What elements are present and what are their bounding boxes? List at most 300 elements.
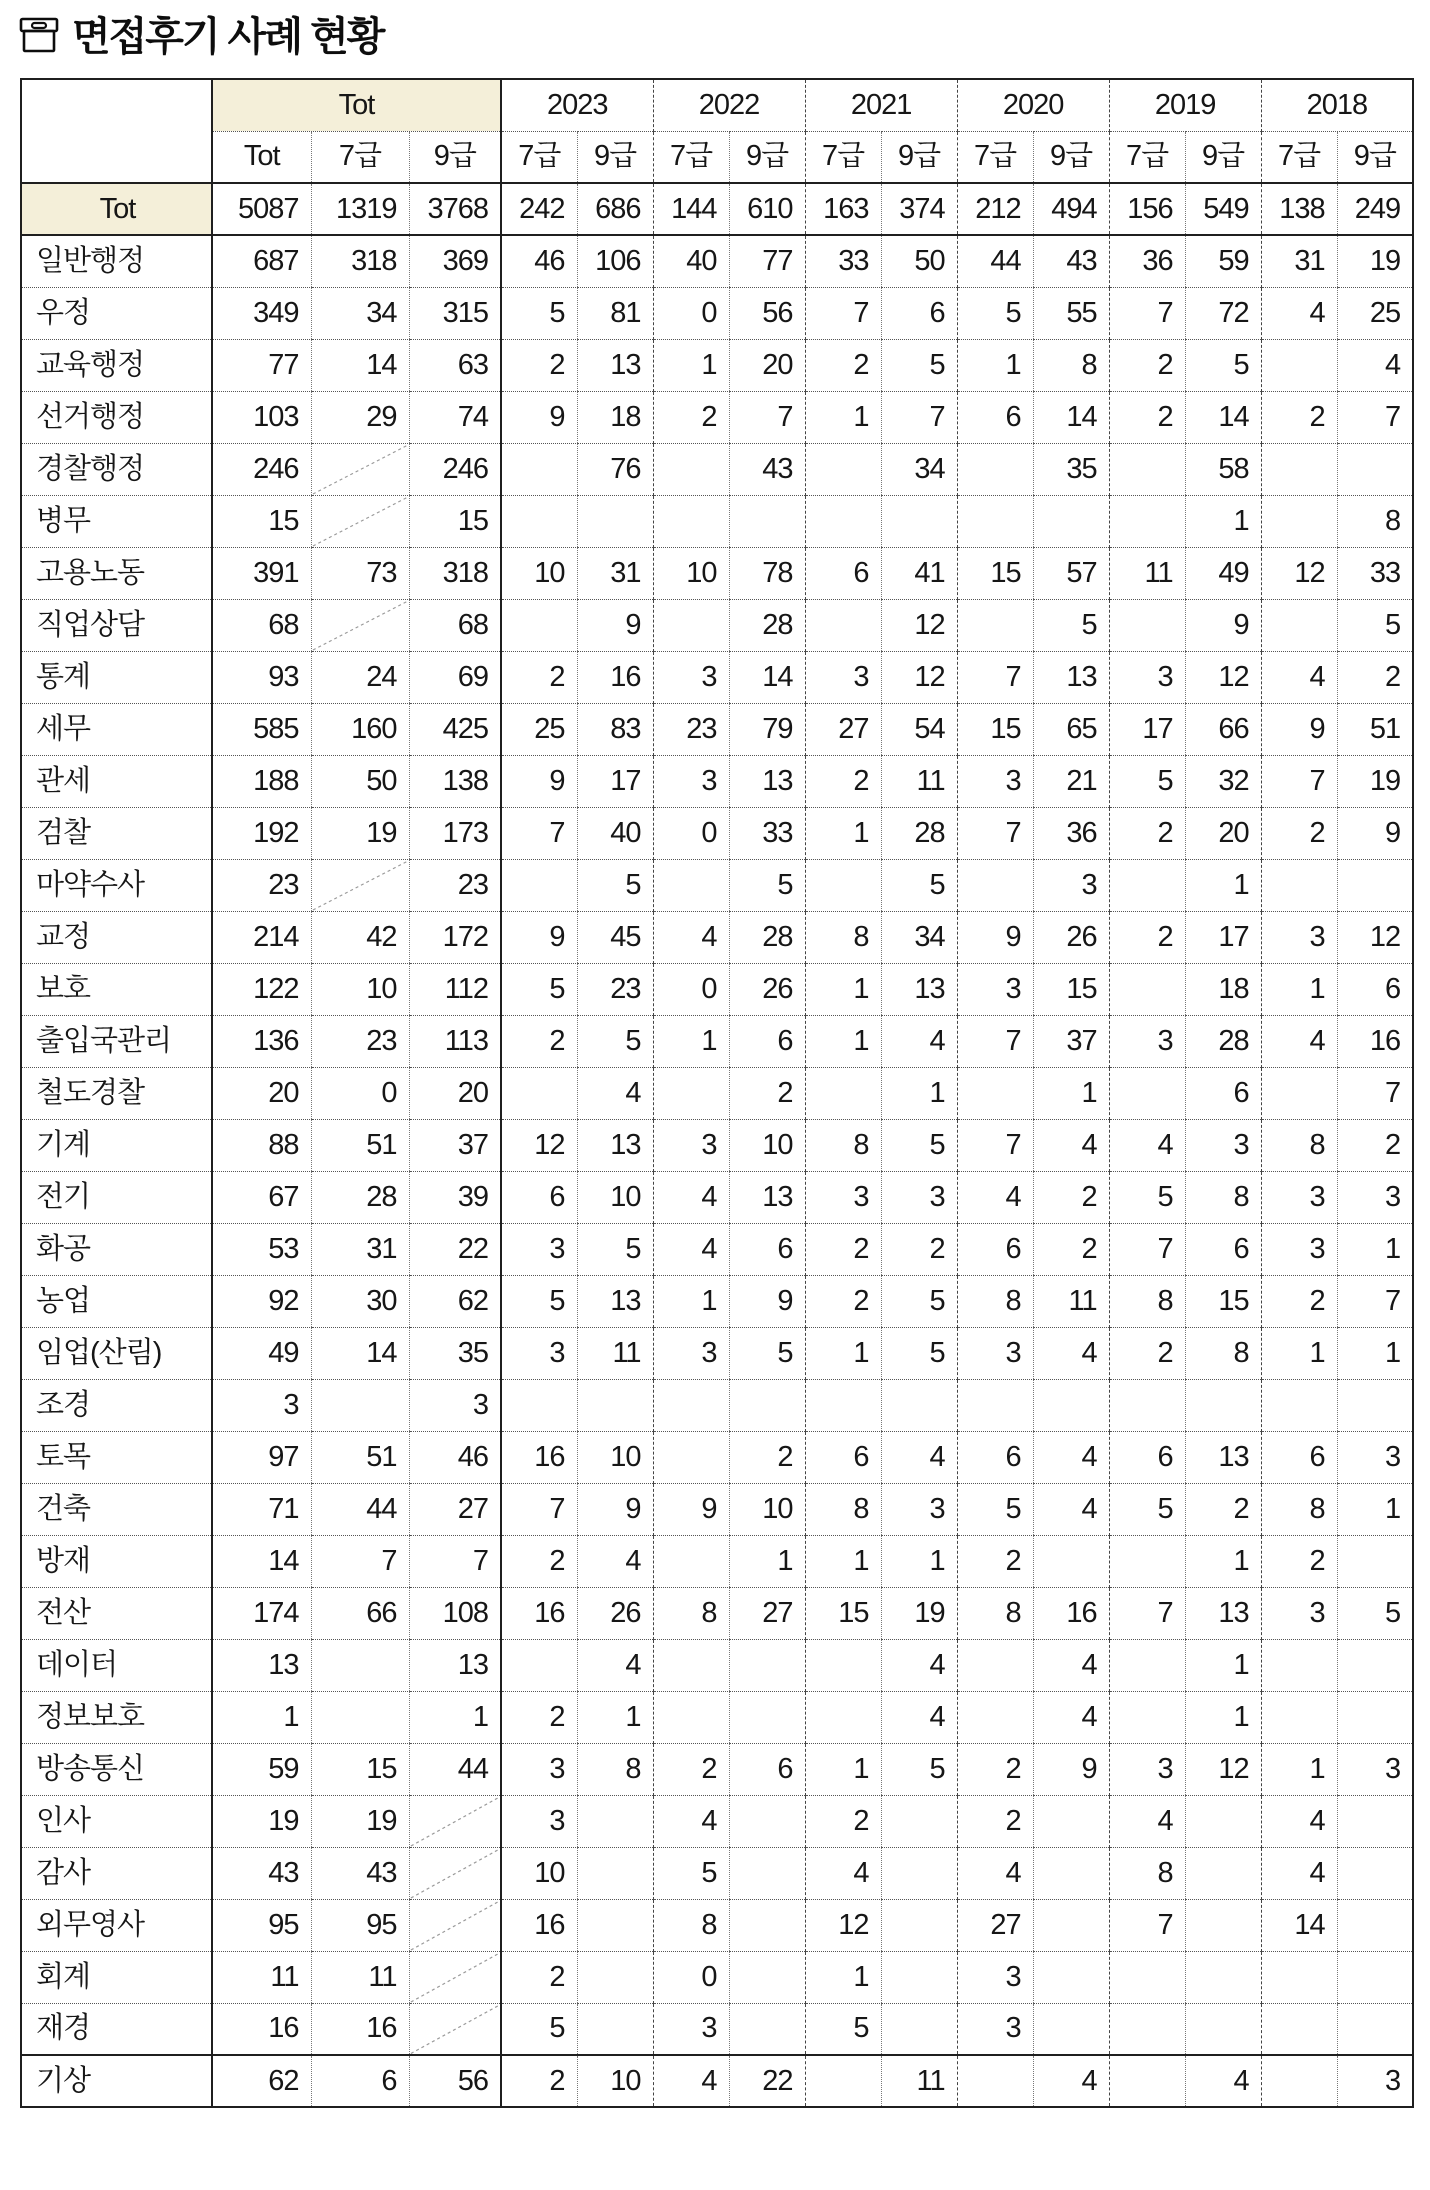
cell-value: 1 xyxy=(653,339,729,391)
cell-value: 1 xyxy=(1337,1327,1413,1379)
cell-value: 1 xyxy=(805,1951,881,2003)
cell-value: 2 xyxy=(653,1743,729,1795)
table-row xyxy=(21,2003,1413,2055)
cell-value: 4 xyxy=(1033,1483,1109,1535)
header-subcol: 7급 xyxy=(311,131,409,183)
cell-value: 43 xyxy=(729,443,805,495)
cell-value xyxy=(311,1639,409,1691)
cell-value: 425 xyxy=(409,703,501,755)
cell-value: 9 xyxy=(1261,703,1337,755)
cell-value: 20 xyxy=(1185,807,1261,859)
cell-value: 22 xyxy=(409,1223,501,1275)
row-label: 화공 xyxy=(21,1223,212,1275)
cell-value: 6 xyxy=(805,547,881,599)
cell-value: 12 xyxy=(501,1119,577,1171)
cell-value: 122 xyxy=(212,963,311,1015)
cell-value: 5 xyxy=(729,859,805,911)
row-label: Tot xyxy=(21,183,212,235)
cell-value: 16 xyxy=(501,1899,577,1951)
row-label: 재경 xyxy=(21,2003,212,2055)
row-label: 외무영사 xyxy=(21,1899,212,1951)
cell-value: 8 xyxy=(1109,1275,1185,1327)
cell-value xyxy=(729,1847,805,1899)
cell-value xyxy=(881,1847,957,1899)
row-label: 전기 xyxy=(21,1171,212,1223)
cell-value: 68 xyxy=(212,599,311,651)
cell-value xyxy=(1261,443,1337,495)
row-label: 조경 xyxy=(21,1379,212,1431)
cell-value: 74 xyxy=(409,391,501,443)
cell-value: 2 xyxy=(729,1431,805,1483)
cell-value: 1 xyxy=(805,1743,881,1795)
table-row xyxy=(21,287,1413,339)
row-label: 관세 xyxy=(21,755,212,807)
cell-value xyxy=(1033,1847,1109,1899)
cell-value: 5 xyxy=(881,859,957,911)
slash-mark xyxy=(409,2003,501,2055)
cell-value: 78 xyxy=(729,547,805,599)
cell-value: 391 xyxy=(212,547,311,599)
cell-value: 83 xyxy=(577,703,653,755)
cell-value xyxy=(653,1535,729,1587)
cell-value: 54 xyxy=(881,703,957,755)
cell-value: 28 xyxy=(1185,1015,1261,1067)
cell-value: 1 xyxy=(1261,1327,1337,1379)
table-row xyxy=(21,1639,1413,1691)
cell-value: 3 xyxy=(501,1743,577,1795)
table-row xyxy=(21,1899,1413,1951)
cell-value xyxy=(1185,1847,1261,1899)
cell-value: 5 xyxy=(1109,755,1185,807)
cell-value: 15 xyxy=(409,495,501,547)
interview-review-table xyxy=(20,78,1414,2108)
cell-value: 3 xyxy=(501,1795,577,1847)
cell-value: 10 xyxy=(653,547,729,599)
cell-value: 9 xyxy=(1185,599,1261,651)
cell-value: 40 xyxy=(577,807,653,859)
cell-value: 2 xyxy=(805,755,881,807)
cell-value xyxy=(1033,1951,1109,2003)
cell-value: 1 xyxy=(1185,1691,1261,1743)
cell-value: 5 xyxy=(957,287,1033,339)
cell-value: 1 xyxy=(881,1067,957,1119)
cell-value: 58 xyxy=(1185,443,1261,495)
cell-value: 46 xyxy=(501,235,577,287)
cell-value: 7 xyxy=(957,1119,1033,1171)
cell-value: 8 xyxy=(957,1587,1033,1639)
cell-value: 374 xyxy=(881,183,957,235)
cell-value xyxy=(653,1379,729,1431)
cell-value: 9 xyxy=(501,391,577,443)
cell-value: 77 xyxy=(729,235,805,287)
cell-value xyxy=(501,859,577,911)
cell-value xyxy=(957,1379,1033,1431)
cell-value xyxy=(1033,1899,1109,1951)
cell-value: 12 xyxy=(1337,911,1413,963)
table-row xyxy=(21,1587,1413,1639)
cell-value: 4 xyxy=(653,1795,729,1847)
cell-value: 138 xyxy=(1261,183,1337,235)
cell-value: 18 xyxy=(1185,963,1261,1015)
cell-value: 106 xyxy=(577,235,653,287)
cell-value: 1 xyxy=(653,1015,729,1067)
cell-value: 15 xyxy=(1185,1275,1261,1327)
cell-value: 40 xyxy=(653,235,729,287)
cell-value: 42 xyxy=(311,911,409,963)
cell-value xyxy=(1337,2003,1413,2055)
cell-value: 1 xyxy=(805,1015,881,1067)
cell-value: 26 xyxy=(729,963,805,1015)
cell-value xyxy=(881,1899,957,1951)
cell-value xyxy=(1261,1951,1337,2003)
cell-value: 7 xyxy=(1337,391,1413,443)
cell-value: 7 xyxy=(1261,755,1337,807)
cell-value: 2 xyxy=(957,1795,1033,1847)
cell-value: 5 xyxy=(881,1119,957,1171)
cell-value: 11 xyxy=(881,2055,957,2107)
cell-value: 3 xyxy=(881,1171,957,1223)
cell-value xyxy=(577,1951,653,2003)
cell-value: 5 xyxy=(501,963,577,1015)
table-row xyxy=(21,1015,1413,1067)
cell-value: 2 xyxy=(1261,807,1337,859)
cell-value: 172 xyxy=(409,911,501,963)
cell-value: 44 xyxy=(311,1483,409,1535)
table-row xyxy=(21,651,1413,703)
cell-value: 3 xyxy=(805,651,881,703)
cell-value: 25 xyxy=(1337,287,1413,339)
cell-value: 5 xyxy=(577,859,653,911)
header-corner-cell xyxy=(21,79,212,183)
cell-value xyxy=(805,1067,881,1119)
cell-value: 6 xyxy=(501,1171,577,1223)
cell-value: 35 xyxy=(1033,443,1109,495)
cell-value xyxy=(881,1379,957,1431)
header-group-row xyxy=(21,79,1413,131)
cell-value: 19 xyxy=(881,1587,957,1639)
cell-value xyxy=(1109,599,1185,651)
cell-value xyxy=(1185,1795,1261,1847)
cell-value: 8 xyxy=(653,1587,729,1639)
cell-value xyxy=(1033,1795,1109,1847)
cell-value: 8 xyxy=(1109,1847,1185,1899)
cell-value: 7 xyxy=(501,1483,577,1535)
cell-value: 10 xyxy=(577,1171,653,1223)
cell-value: 6 xyxy=(1337,963,1413,1015)
cell-value: 5 xyxy=(805,2003,881,2055)
cell-value: 4 xyxy=(1337,339,1413,391)
cell-value xyxy=(729,495,805,547)
cell-value: 4 xyxy=(1261,1015,1337,1067)
cell-value: 69 xyxy=(409,651,501,703)
cell-value: 4 xyxy=(805,1847,881,1899)
cell-value xyxy=(1261,1691,1337,1743)
cell-value: 6 xyxy=(1109,1431,1185,1483)
table-row xyxy=(21,2055,1413,2107)
cell-value: 3 xyxy=(1185,1119,1261,1171)
cell-value: 11 xyxy=(311,1951,409,2003)
cell-value: 15 xyxy=(957,547,1033,599)
cell-value: 66 xyxy=(1185,703,1261,755)
cell-value xyxy=(1261,495,1337,547)
cell-value xyxy=(501,1379,577,1431)
cell-value: 16 xyxy=(212,2003,311,2055)
cell-value: 7 xyxy=(957,807,1033,859)
cell-value: 3 xyxy=(1261,1171,1337,1223)
cell-value: 81 xyxy=(577,287,653,339)
cell-value: 27 xyxy=(805,703,881,755)
cell-value: 5 xyxy=(1185,339,1261,391)
table-row xyxy=(21,1483,1413,1535)
table-row xyxy=(21,1379,1413,1431)
row-label: 보호 xyxy=(21,963,212,1015)
cell-value: 2 xyxy=(881,1223,957,1275)
row-label: 철도경찰 xyxy=(21,1067,212,1119)
cell-value: 2 xyxy=(1109,339,1185,391)
cell-value: 160 xyxy=(311,703,409,755)
cell-value: 88 xyxy=(212,1119,311,1171)
cell-value xyxy=(881,2003,957,2055)
cell-value: 95 xyxy=(311,1899,409,1951)
cell-value: 51 xyxy=(311,1119,409,1171)
cell-value: 23 xyxy=(577,963,653,1015)
cell-value: 5 xyxy=(1109,1171,1185,1223)
header-year-group: 2022 xyxy=(653,79,805,131)
cell-value: 15 xyxy=(1033,963,1109,1015)
cell-value: 11 xyxy=(1109,547,1185,599)
cell-value: 26 xyxy=(577,1587,653,1639)
cell-value: 12 xyxy=(805,1899,881,1951)
cell-value: 5 xyxy=(501,287,577,339)
cell-value: 6 xyxy=(805,1431,881,1483)
cell-value xyxy=(1261,1379,1337,1431)
cell-value xyxy=(1033,495,1109,547)
table-row xyxy=(21,339,1413,391)
cell-value: 19 xyxy=(1337,235,1413,287)
cell-value xyxy=(1337,1795,1413,1847)
cell-value: 14 xyxy=(311,1327,409,1379)
row-label: 마약수사 xyxy=(21,859,212,911)
cell-value: 4 xyxy=(1109,1119,1185,1171)
cell-value: 1 xyxy=(577,1691,653,1743)
cell-value: 20 xyxy=(212,1067,311,1119)
cell-value: 5 xyxy=(501,2003,577,2055)
cell-value: 4 xyxy=(1033,2055,1109,2107)
cell-value: 3 xyxy=(653,1119,729,1171)
cell-value: 4 xyxy=(881,1431,957,1483)
cell-value: 34 xyxy=(311,287,409,339)
table-row xyxy=(21,755,1413,807)
cell-value: 17 xyxy=(577,755,653,807)
table-row xyxy=(21,547,1413,599)
cell-value xyxy=(729,1691,805,1743)
cell-value: 11 xyxy=(577,1327,653,1379)
cell-value: 5 xyxy=(957,1483,1033,1535)
archive-box-icon xyxy=(18,12,60,61)
cell-value: 16 xyxy=(501,1431,577,1483)
cell-value: 5 xyxy=(1337,599,1413,651)
cell-value: 4 xyxy=(1033,1119,1109,1171)
cell-value: 13 xyxy=(1185,1431,1261,1483)
cell-value xyxy=(1109,1639,1185,1691)
cell-value: 13 xyxy=(729,755,805,807)
cell-value: 4 xyxy=(653,1171,729,1223)
cell-value xyxy=(653,1431,729,1483)
row-label: 출입국관리 xyxy=(21,1015,212,1067)
cell-value xyxy=(1261,2003,1337,2055)
cell-value: 3 xyxy=(212,1379,311,1431)
cell-value xyxy=(1109,2003,1185,2055)
cell-value: 12 xyxy=(881,651,957,703)
page-title: 면접후기 사례 현황 xyxy=(72,15,384,59)
cell-value: 56 xyxy=(409,2055,501,2107)
cell-value xyxy=(653,1639,729,1691)
cell-value: 2 xyxy=(501,1691,577,1743)
cell-value: 14 xyxy=(1185,391,1261,443)
cell-value: 3 xyxy=(1261,911,1337,963)
cell-value: 33 xyxy=(1337,547,1413,599)
cell-value: 28 xyxy=(729,911,805,963)
cell-value: 62 xyxy=(212,2055,311,2107)
cell-value: 72 xyxy=(1185,287,1261,339)
cell-value: 7 xyxy=(729,391,805,443)
cell-value xyxy=(1109,963,1185,1015)
cell-value: 37 xyxy=(1033,1015,1109,1067)
cell-value: 43 xyxy=(1033,235,1109,287)
cell-value: 3 xyxy=(409,1379,501,1431)
cell-value xyxy=(653,443,729,495)
cell-value xyxy=(577,1795,653,1847)
cell-value: 4 xyxy=(881,1691,957,1743)
row-label: 감사 xyxy=(21,1847,212,1899)
cell-value: 41 xyxy=(881,547,957,599)
table-row xyxy=(21,1119,1413,1171)
cell-value xyxy=(805,443,881,495)
table-row xyxy=(21,1171,1413,1223)
cell-value xyxy=(1337,859,1413,911)
cell-value: 8 xyxy=(805,1119,881,1171)
cell-value: 6 xyxy=(729,1743,805,1795)
cell-value: 56 xyxy=(729,287,805,339)
cell-value: 2 xyxy=(1033,1171,1109,1223)
cell-value: 12 xyxy=(881,599,957,651)
cell-value: 1 xyxy=(957,339,1033,391)
cell-value: 24 xyxy=(311,651,409,703)
header-year-group: 2021 xyxy=(805,79,957,131)
cell-value xyxy=(501,599,577,651)
cell-value: 17 xyxy=(1185,911,1261,963)
cell-value: 10 xyxy=(501,547,577,599)
cell-value: 3 xyxy=(881,1483,957,1535)
cell-value: 2 xyxy=(501,1015,577,1067)
cell-value xyxy=(1109,1067,1185,1119)
cell-value: 6 xyxy=(729,1223,805,1275)
row-label: 전산 xyxy=(21,1587,212,1639)
cell-value: 108 xyxy=(409,1587,501,1639)
cell-value xyxy=(653,599,729,651)
cell-value: 2 xyxy=(957,1743,1033,1795)
cell-value: 26 xyxy=(1033,911,1109,963)
cell-value xyxy=(1185,1951,1261,2003)
cell-value: 5 xyxy=(881,1327,957,1379)
cell-value: 0 xyxy=(311,1067,409,1119)
row-label: 기계 xyxy=(21,1119,212,1171)
row-label: 토목 xyxy=(21,1431,212,1483)
table-body xyxy=(21,183,1413,2107)
cell-value: 0 xyxy=(653,963,729,1015)
table-row xyxy=(21,1067,1413,1119)
row-label: 정보보호 xyxy=(21,1691,212,1743)
table-row xyxy=(21,443,1413,495)
cell-value: 5 xyxy=(1033,599,1109,651)
cell-value: 31 xyxy=(311,1223,409,1275)
cell-value: 192 xyxy=(212,807,311,859)
cell-value: 31 xyxy=(1261,235,1337,287)
cell-value: 4 xyxy=(1109,1795,1185,1847)
cell-value: 4 xyxy=(653,1223,729,1275)
cell-value: 9 xyxy=(577,599,653,651)
cell-value: 8 xyxy=(577,1743,653,1795)
cell-value xyxy=(1109,443,1185,495)
cell-value: 5 xyxy=(577,1223,653,1275)
cell-value: 0 xyxy=(653,1951,729,2003)
cell-value: 51 xyxy=(1337,703,1413,755)
cell-value: 33 xyxy=(729,807,805,859)
cell-value: 4 xyxy=(653,2055,729,2107)
cell-value: 36 xyxy=(1033,807,1109,859)
cell-value: 1 xyxy=(1261,1743,1337,1795)
cell-value: 6 xyxy=(881,287,957,339)
cell-value: 5 xyxy=(881,1275,957,1327)
cell-value: 3 xyxy=(653,755,729,807)
header-subcol: 9급 xyxy=(1337,131,1413,183)
cell-value: 2 xyxy=(1109,1327,1185,1379)
cell-value xyxy=(957,2055,1033,2107)
cell-value: 6 xyxy=(1261,1431,1337,1483)
slash-mark xyxy=(311,599,409,651)
cell-value: 2 xyxy=(1261,1535,1337,1587)
cell-value xyxy=(501,1639,577,1691)
cell-value: 0 xyxy=(653,287,729,339)
cell-value: 93 xyxy=(212,651,311,703)
cell-value xyxy=(1337,1639,1413,1691)
cell-value xyxy=(1337,1951,1413,2003)
cell-value: 136 xyxy=(212,1015,311,1067)
cell-value xyxy=(729,1379,805,1431)
cell-value: 31 xyxy=(577,547,653,599)
cell-value: 246 xyxy=(409,443,501,495)
cell-value: 13 xyxy=(577,1275,653,1327)
cell-value: 9 xyxy=(1033,1743,1109,1795)
cell-value: 17 xyxy=(1109,703,1185,755)
slash-mark xyxy=(409,1899,501,1951)
cell-value: 3 xyxy=(805,1171,881,1223)
cell-value: 77 xyxy=(212,339,311,391)
table-row xyxy=(21,1431,1413,1483)
cell-value: 6 xyxy=(729,1015,805,1067)
cell-value xyxy=(881,1951,957,2003)
cell-value: 349 xyxy=(212,287,311,339)
cell-value xyxy=(653,1067,729,1119)
cell-value xyxy=(653,495,729,547)
table-row xyxy=(21,391,1413,443)
row-label: 직업상담 xyxy=(21,599,212,651)
cell-value: 13 xyxy=(729,1171,805,1223)
cell-value: 13 xyxy=(1185,1587,1261,1639)
cell-value: 36 xyxy=(1109,235,1185,287)
cell-value: 59 xyxy=(1185,235,1261,287)
cell-value: 369 xyxy=(409,235,501,287)
